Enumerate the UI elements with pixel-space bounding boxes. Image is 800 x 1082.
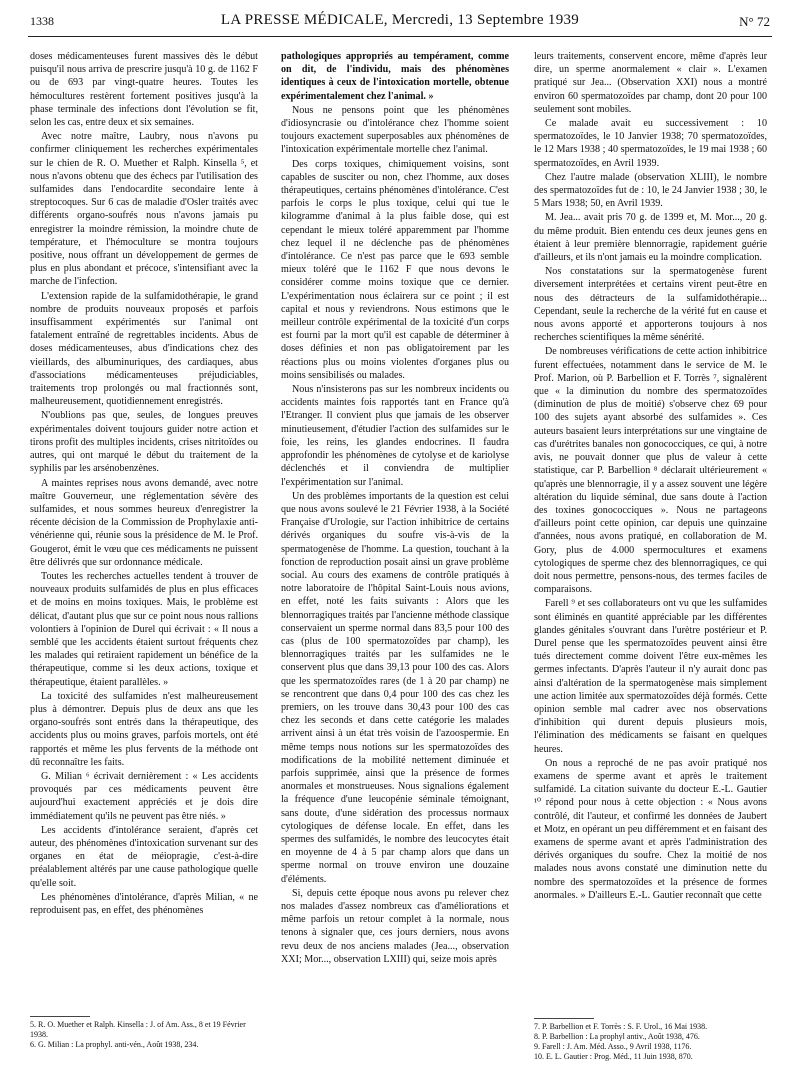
paragraph: L'extension rapide de la sulfamidothérapie, le grand nombre de produits nouveaux proposés et parfois insuffisamment expérimentés sur l'animal ont fatalement entraîné de regrettables incidents. Abus de doses médicamenteuses, abus d'indications chez des vieillards, des albuminuriques, des cardiaques, abus d'associations médicamenteuses préjudiciables, traitements trop prolongés ou mal fractionnés sont, malheureusement, quotidiennement enregistrés. xyxy=(30,290,258,408)
paragraph: Chez l'autre malade (observation XLIII), le nombre des spermatozoïdes fut de : 10, le 24 Janvier 1938 ; 30, le 5 Mars 1938; 50, en Avril 1939. xyxy=(534,171,767,210)
paragraph: On nous a reproché de ne pas avoir pratiqué nos examens de sperme avant et après le traitement sulfamidé. La citation suivante du docteur E.-L. Gautier ¹⁰ répond pour nous à cette objection : « Nous avons contrôlé, dit l'auteur, et confirmé les données de Jaubert et Motz, en opérant un peu différemment et en faisant des examens de sperme avant et après l'administration des dérivés organiques du soufre. Chez la moitié de nos malades nous avons constaté une diminution nette du nombre des spermatozoïdes et la présence de formes anormales. » D'ailleurs E.-L. Gautier reconnaît que cette xyxy=(534,757,767,901)
footnote: 6. G. Milian : La prophyl. anti-vén., Août 1938, 234. xyxy=(30,1040,199,1049)
paragraph: La toxicité des sulfamides n'est malheureusement plus à démontrer. Depuis plus de deux ans que les organo-soufrés sont entrés dans la thérapeutique, des accidents plus ou moins graves, parfois mortels, ont été rapportés et même les plus fervents de la méthode ont dû reconnaître les faits. xyxy=(30,690,258,768)
paragraph: Farell ⁹ et ses collaborateurs ont vu que les sulfamides sont éliminés en quantité appréciable par les différentes glandes génitales s'ouvrant dans l'urètre postérieur et P. Durel pense que les spermatozoïdes peuvent ainsi être tués directement comme doivent l'être eux-mêmes les germes infectants. D'après l'auteur il n'y aurait donc pas ainsi d'altération de la spermatogenèse mais simplement une action limitée aux spermatozoïdes déjà formés. Cette opinion semble mal cadrer avec nos observations d'inhibition qui durent depuis plusieurs mois, l'élimination des médicaments se faisant en quelques heures. xyxy=(534,598,767,755)
page-header xyxy=(28,12,772,34)
paragraph: Les accidents d'intolérance seraient, d'après cet auteur, des phénomènes d'intoxication survenant sur des organes en état de méiopragie, c'est-à-dire préalablement altérés par une cause pathologique quelle qu'elle soit. xyxy=(30,824,258,889)
paragraph: Nos constatations sur la spermatogenèse furent diversement interprétées et certains virent peut-être en nous des détracteurs de la sulfamidothérapie... Cependant, seule la recherche de la vérité fut en cause et nous avons apporté et apporterons toujours à nos recherches scientifiques la même sénérité. xyxy=(534,266,767,344)
journal-title: LA PRESSE MÉDICALE, Mercredi, 13 Septembre 1939 xyxy=(220,12,580,28)
issue-number: N° 72 xyxy=(739,14,770,29)
paragraph: Avec notre maître, Laubry, nous n'avons pu confirmer cliniquement les recherches expérimentales sur le chien de R. O. Muether et Ralph. Kinsella ⁵, et nous n'avons obtenu que des échecs par l'utilisation des sulfamides dans l'endocardite secondaire lente à streptocoques. Sur 6 cas de maladie d'Osler traités avec différents organo-soufrés nous n'avons jamais pu enregistrer la moindre rémission, la moindre chute de température, et l'hémoculture se montra toujours positive, nous offrant un développement de germes de plus en plus abondant et précoce, s'intensifiant avec la marche de l'infection. xyxy=(30,131,258,288)
footnotes-right xyxy=(534,1022,767,1062)
paragraph: Toutes les recherches actuelles tendent à trouver de nouveaux produits sulfamidés de plus en plus efficaces et de moins en moins toxiques. Mais, le problème est délicat, d'autant plus que sur ce point nous nous rallions volontiers à l'opinion de Durel qui écrivait : « Il nous a semblé que les accidents étaient surtout fréquents chez les malades qui retiraient rapidement un bénéfice de la thérapeutique, comme si les deux actions, toxique et thérapeutique, étaient parallèles. » xyxy=(30,570,258,688)
column-2 xyxy=(281,50,509,967)
paragraph: Un des problèmes importants de la question est celui que nous avons soulevé le 21 Février 1938, à la Société Française d'Urologie, sur l'action inhibitrice de certains dérivés organiques du soufre vis-à-vis de la spermatogenèse de l'homme. La question, touchant à la fonction de reproduction posait ainsi un grave problème social. Au cours des examens de contrôle pratiqués à notre laboratoire de l'hôpital Saint-Louis nous avions, en effet, noté les faits suivants : Alors que les blennorragiques traités par l'ancienne méthode classique conservaient un sperme normal dans 83,5 pour 100 des cas (plus de 100 spermatozoïdes par champ), les blennorragiques traités par les sulfamides ne le conservent plus que dans 39,13 pour 100 des cas. Alors que les spermatozoïdes rares (de 1 à 20 par champ) ne se rencontrent que dans 0,4 pour 100 des cas chez les premiers, on les trouve dans 30,43 pour 100 des cas chez les seconds et dans cette catégorie les malades arrivent ainsi à un état très voisin de l'azoospermie. En même temps nous notions sur les spermatozoïdes des modifications de la mobilité nettement diminuée et parfois supprimée, ainsi que la présence de formes anormales et monstrueuses. Nous signalions également la fréquence d'une leucopénie séminale témoignant, sans doute, d'une sidération des processus normaux cytologiques de défense locale. En effet, dans les spermes des sulfamidés, le nombre des leucocytes était en moyenne de 4 à 5 par champ alors que dans un sperme normal on trouve environ une douzaine d'éléments. xyxy=(281,490,509,885)
paragraph: A maintes reprises nous avons demandé, avec notre maître Gouverneur, une réglementation sévère des sulfamides, et nous sommes heureux d'enregistrer la récente décision de la Commission de Prophylaxie anti-vénérienne qui, réunie sous la présidence de M. le Prof. Gougerot, émit le vœu que ces médicaments ne puissent être délivrés que sur ordonnance médicale. xyxy=(30,477,258,568)
header-rule xyxy=(28,36,772,37)
paragraph: pathologiques appropriés au tempérament, comme on dit, de l'individu, mais des phénomènes identiques à ceux de l'intoxication mortelle, obtenue expérimentalement chez l'animal. » xyxy=(281,51,509,102)
paragraph: Nous ne pensons point que les phénomènes d'idiosyncrasie ou d'intolérance chez l'homme soient toujours exactement superposables aux phénomènes de l'intoxication expérimentale mortelle chez l'animal. xyxy=(281,104,509,156)
paragraph: leurs traitements, conservent encore, même d'après leur dire, un sperme anormalement « clair ». L'examen pratiqué sur Jea... (Observation XXI) nous a montré environ 60 spermatozoïdes par champ, dont 20 pour 100 seulement sont mobiles. xyxy=(534,51,767,115)
paragraph: Des corps toxiques, chimiquement voisins, sont capables de susciter ou non, chez l'homme, aux doses thérapeutiques, certains phénomènes d'intolérance. C'est parfois le corps le plus toxique, celui qui tue le kilogramme d'animal à la plus faible dose, qui est cependant le mieux toléré apparemment par l'homme chez lequel il ne déclenche pas de phénomènes d'intolérance. Ce n'est pas parce que le 693 semble mieux toléré que le 1162 F que nous devons le considérer comme moins toxique que ce dernier. L'expérimentation nous éclairera sur ce point ; il est capital et nous y reviendrons. Nous estimons que le meilleur contrôle expérimental de la toxicité d'un corps est fourni par la mort qu'il est capable de déterminer à doses définies et non pas obligatoirement par les réactions plus ou moins violentes d'organes plus ou moins sensibilisés ou malades. xyxy=(281,158,509,381)
footnote: 5. R. O. Muether et Ralph. Kinsella : J. of Am. Ass., 8 et 19 Février 1938. xyxy=(30,1020,246,1039)
paragraph: M. Jea... avait pris 70 g. de 1399 et, M. Mor..., 20 g. du même produit. Bien entendu ces deux jeunes gens en étaient à leur première blennorragie, rapidement guérie d'ailleurs, et ils n'ont jamais eu la moindre complication. xyxy=(534,212,767,264)
paragraph: Les phénomènes d'intolérance, d'après Milian, « ne reproduisent pas, en effet, des phénomènes xyxy=(30,891,258,916)
footnote: 8. P. Barbellion : La prophyl antiv., Août 1938, 476. xyxy=(534,1032,700,1041)
page-number: 1338 xyxy=(30,14,54,28)
paragraph: Nous n'insisterons pas sur les nombreux incidents ou accidents maintes fois rapportés tant en France qu'à l'Etranger. Il convient plus que jamais de les observer minutieusement, d'étudier l'action des sulfamides sur le foie, les reins, les glandes endocrines. Il faudra approfondir les phénomènes de cytolyse et de kariolyse déclenchés et il conviendra de multiplier l'expérimentation sur l'animal. xyxy=(281,384,509,488)
paragraph: N'oublions pas que, seules, de longues preuves expérimentales doivent toujours guider notre action et tirons profit des multiples incidents, crises nitritoïdes ou autres, qui ont marqué le début du traitement de la syphilis par les arsénobenzènes. xyxy=(30,410,258,475)
paragraph: De nombreuses vérifications de cette action inhibitrice furent effectuées, notamment dans le service de M. le Prof. Marion, où P. Barbellion et F. Torrès ⁷, signalèrent que « la diminution du nombre des spermatozoïdes (diminution de plus de moitié) s'observe chez 69 pour 100 des sujets ayant absorbé des sulfamides ». Ces auteurs basaient leurs interprétations sur une vingtaine de cas d'urétrites banales non gonococciques, ce qui, à notre avis, ne pouvait donner que plus de valeur à cette statistique, car P. Barbellion ⁸ déclarait ultérieurement « qu'après une blennorragie, il y a assez souvent une légère altération du liquide séminal, due sans doute à l'action des toxines gonococciques ». Nous ne partageons d'ailleurs point cette opinion, car depuis une quinzaine d'années, nous avons pratiqué, en collaboration de M. Gory, plus de 4.000 spermocultures et examens cytologiques de sperme chez des blennorragiques, ce qui doit nous permettre, pensons-nous, des termes faciles de comparaisons. xyxy=(534,346,767,596)
column-1 xyxy=(30,50,258,918)
paragraph: doses médicamenteuses furent massives dès le début puisqu'il nous arriva de prescrire jusqu'à 10 g. de 1162 F ou de 693 par vingt-quatre heures. Toutes les hémocultures restèrent fortement positives jusqu'à la phase terminale des infections dont l'évolution se fit, selon les cas, entre deux et six semaines. xyxy=(30,51,258,129)
column-3 xyxy=(534,50,767,903)
footnotes-left xyxy=(30,1020,260,1050)
footnote-rule-right xyxy=(534,1018,594,1019)
paragraph: Ce malade avait eu successivement : 10 spermatozoïdes, le 10 Janvier 1938; 70 spermatozoïdes, le 12 Mars 1938 ; 40 spermatozoïdes, le 19 mai 1938 ; 60 spermatozoïdes, en Avril 1939. xyxy=(534,118,767,169)
footnote: 9. Farell : J. Am. Méd. Asso., 9 Avril 1938, 1176. xyxy=(534,1042,692,1051)
footnote: 10. E. L. Gautier : Prog. Méd., 11 Juin 1938, 870. xyxy=(534,1052,693,1061)
footnote: 7. P. Barbellion et F. Torrès : S. F. Urol., 16 Mai 1938. xyxy=(534,1022,708,1031)
paragraph: G. Milian ⁶ écrivait dernièrement : « Les accidents provoqués par ces médicaments peuvent être aujourd'hui exactement appréciés et je dois dire immédiatement qu'ils ne peuvent pas être niés. » xyxy=(30,770,258,822)
paragraph: Si, depuis cette époque nous avons pu relever chez nos malades d'assez nombreux cas d'améliorations et même parfois un retour complet à la normale, nous tenons à signaler que, ces jours derniers, nous avons revu deux de nos anciens malades (Jea..., observation XXI; Mor..., observation LXIII) qui, seize mois après xyxy=(281,887,509,965)
footnote-rule-left xyxy=(30,1016,90,1017)
